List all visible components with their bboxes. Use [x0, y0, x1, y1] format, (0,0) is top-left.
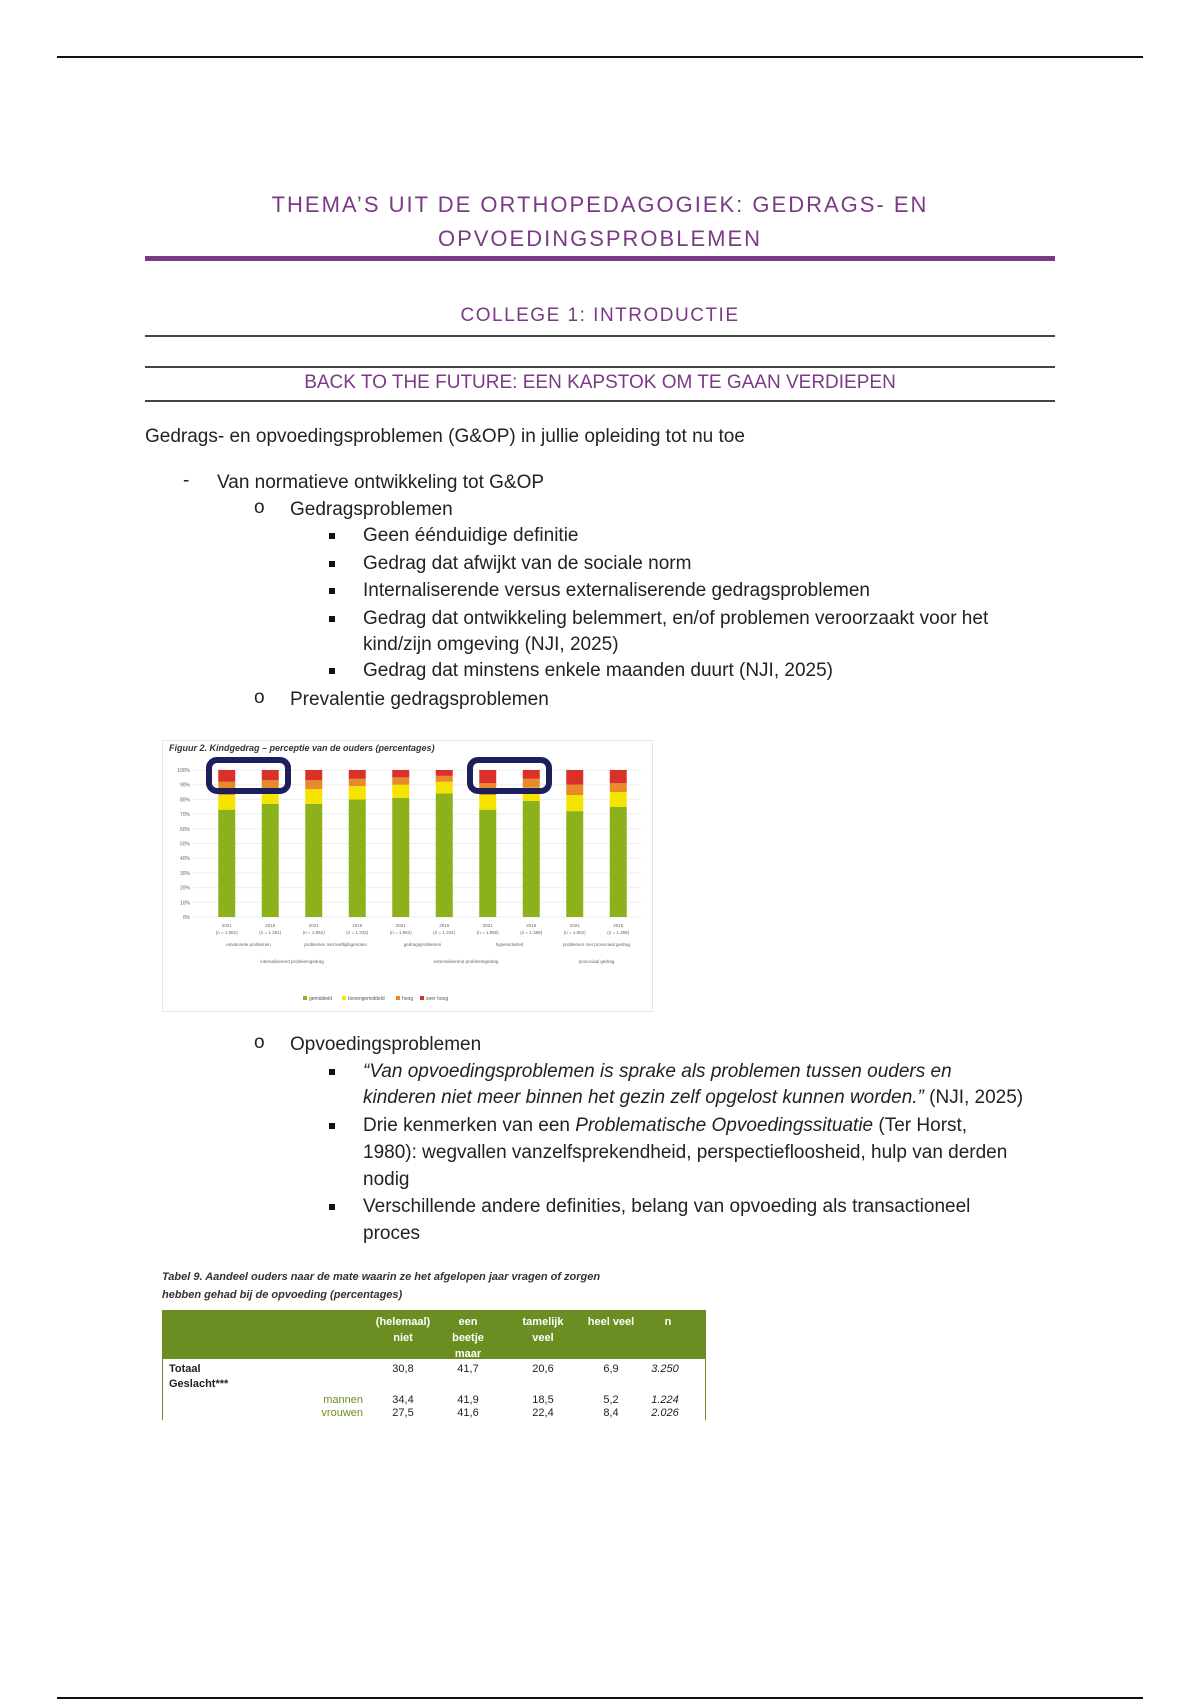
bar-segment-gemiddeld: [523, 801, 540, 917]
bar-segment-zeer-hoog: [610, 770, 627, 783]
table-cell: 8,4: [603, 1407, 619, 1419]
sub-opvoedingsproblemen: Opvoedingsproblemen: [290, 1034, 482, 1055]
x-supergroup-label: prosociaal gedrag: [578, 959, 615, 964]
y-tick-label: 80%: [179, 797, 190, 804]
x-tick-year: 2021: [482, 923, 493, 928]
section-rule-bottom: [145, 400, 1055, 402]
row-label-vrouwen: vrouwen: [321, 1407, 363, 1419]
square-bullet: [329, 1123, 335, 1129]
item-ontwikkeling-cont: kind/zijn omgeving (NJI, 2025): [363, 634, 619, 655]
dash-bullet: -: [183, 470, 190, 491]
circle-bullet: o: [254, 1032, 265, 1053]
table-cell: 20,6: [532, 1363, 554, 1375]
row-label-geslacht: Geslacht***: [169, 1378, 229, 1390]
table-cell: 41,7: [457, 1363, 479, 1375]
bar-segment-bovengemiddeld: [349, 786, 366, 799]
table-header-cell: een beetje maar: [452, 1316, 484, 1360]
circle-bullet: o: [254, 687, 265, 708]
y-tick-label: 90%: [179, 782, 190, 789]
verschillende-line-1: Verschillende andere definities, belang van opvoeding als transactioneel: [363, 1196, 971, 1217]
intro-paragraph: Gedrags- en opvoedingsproblemen (G&OP) in jullie opleiding tot nu toe: [145, 426, 745, 447]
bar-segment-bovengemiddeld: [479, 795, 496, 810]
item-definitie: Geen éénduidige definitie: [363, 525, 579, 546]
x-tick-n: (n = 1.863): [389, 930, 412, 935]
college-rule: [145, 335, 1055, 337]
x-tick-year: 2021: [395, 923, 406, 928]
drie-text-a: Drie kenmerken van een: [363, 1115, 576, 1136]
bar-segment-zeer-hoog: [349, 770, 366, 779]
bar-segment-gemiddeld: [262, 804, 279, 917]
bar-segment-zeer-hoog: [218, 770, 235, 782]
bar-segment-hoog: [305, 780, 322, 789]
bar-segment-gemiddeld: [610, 807, 627, 917]
y-tick-label: 50%: [179, 841, 190, 848]
bar-segment-bovengemiddeld: [610, 792, 627, 807]
x-tick-year: 2021: [569, 923, 580, 928]
table-caption: [162, 1268, 722, 1304]
bullet-normatieve: Van normatieve ontwikkeling tot G&OP: [217, 472, 545, 493]
x-tick-year: 2016: [526, 923, 537, 928]
x-tick-year: 2016: [265, 923, 276, 928]
table-cell: 41,6: [457, 1407, 479, 1419]
bar-segment-bovengemiddeld: [218, 795, 235, 810]
legend-swatch-zeer-hoog: [420, 996, 424, 1000]
y-tick-label: 10%: [179, 900, 190, 907]
square-bullet: [329, 1069, 335, 1075]
legend-label: zeer hoog: [426, 996, 449, 1002]
table-caption-line-2: hebben gehad bij de opvoeding (percentages): [162, 1289, 403, 1301]
item-maanden: Gedrag dat minstens enkele maanden duurt (NJI, 2025): [363, 660, 833, 681]
y-tick-label: 60%: [179, 826, 190, 833]
square-bullet: [329, 588, 335, 594]
page-top-rule: [57, 56, 1143, 58]
drie-text-b: (Ter Horst,: [873, 1115, 968, 1136]
x-group-label: problemen met prosociaal gedrag: [562, 942, 631, 947]
page-title: [145, 188, 1055, 256]
legend-label: gemiddeld: [309, 996, 333, 1002]
table-header-cell: tamelijk veel: [522, 1316, 564, 1344]
x-tick-n: (n = 1.862): [302, 930, 325, 935]
bar-segment-gemiddeld: [566, 811, 583, 917]
table-cell: 22,4: [532, 1407, 554, 1419]
drie-kenmerken-line-3: nodig: [363, 1169, 410, 1190]
section-heading: BACK TO THE FUTURE: EEN KAPSTOK OM TE GAAN VERDIEPEN: [304, 372, 896, 393]
table-cell: 34,4: [392, 1394, 414, 1406]
bar-segment-gemiddeld: [305, 804, 322, 917]
circle-bullet: o: [254, 497, 265, 518]
item-sociale-norm: Gedrag dat afwijkt van de sociale norm: [363, 553, 692, 574]
table-header-cell: n: [664, 1316, 672, 1328]
bar-segment-gemiddeld: [218, 810, 235, 917]
bar-segment-bovengemiddeld: [305, 789, 322, 804]
x-tick-n: (n = 1.334): [433, 930, 456, 935]
title-line-2: OPVOEDINGSPROBLEMEN: [437, 226, 763, 251]
table-cell: 2.026: [651, 1407, 679, 1419]
table-cell: 3.250: [651, 1363, 679, 1375]
table-cell: 41,9: [457, 1394, 479, 1406]
legend-label: bovengemiddeld: [348, 996, 385, 1002]
bar-segment-zeer-hoog: [305, 770, 322, 780]
x-group-label: emotionele problemen: [226, 942, 271, 947]
row-label-totaal: Totaal: [169, 1363, 201, 1375]
bar-segment-gemiddeld: [436, 794, 453, 917]
item-internaliserend: Internaliserende versus externaliserende gedragsproblemen: [363, 580, 870, 601]
legend-swatch-bovengemiddeld: [342, 996, 346, 1000]
sub-prevalentie: Prevalentie gedragsproblemen: [290, 689, 549, 710]
bar-segment-bovengemiddeld: [392, 785, 409, 798]
x-tick-n: (n = 1.389): [520, 930, 543, 935]
bar-segment-hoog: [349, 779, 366, 786]
x-tick-n: (n = 1.862): [563, 930, 586, 935]
quote-line-2: [363, 1085, 1023, 1111]
bar-segment-zeer-hoog: [566, 770, 583, 785]
x-group-label: hyperactiviteit: [495, 942, 524, 947]
x-tick-n: (n = 1.862): [215, 930, 238, 935]
x-group-label: gedragsproblemen: [403, 942, 442, 947]
bar-segment-zeer-hoog: [523, 770, 540, 779]
square-bullet: [329, 668, 335, 674]
x-tick-year: 2021: [308, 923, 319, 928]
bar-segment-bovengemiddeld: [566, 795, 583, 811]
bar-segment-hoog: [436, 776, 453, 782]
drie-text-italic: Problematische Opvoedingssituatie: [575, 1115, 874, 1136]
legend-swatch-hoog: [396, 996, 400, 1000]
college-heading: COLLEGE 1: INTRODUCTIE: [460, 305, 740, 326]
y-tick-label: 30%: [179, 870, 190, 877]
square-bullet: [329, 1204, 335, 1210]
x-tick-year: 2021: [221, 923, 232, 928]
bar-segment-gemiddeld: [392, 798, 409, 917]
table-header-cell: heel veel: [587, 1316, 635, 1328]
x-supergroup-label: externaliserend probleemgedrag: [433, 959, 499, 964]
bar-segment-zeer-hoog: [262, 770, 279, 780]
table-cell: 5,2: [603, 1394, 619, 1406]
sub-gedragsproblemen: Gedragsproblemen: [290, 499, 453, 520]
legend-swatch-gemiddeld: [303, 996, 307, 1000]
table-cell: 27,5: [392, 1407, 414, 1419]
y-tick-label: 0%: [182, 915, 190, 921]
page-bottom-rule: [57, 1697, 1143, 1699]
figure-caption: Figuur 2. Kindgedrag – perceptie van de ouders (percentages): [169, 743, 435, 753]
square-bullet: [329, 533, 335, 539]
table-header-cell: (helemaal) niet: [375, 1316, 431, 1344]
x-tick-year: 2016: [439, 923, 450, 928]
quote-reference: (NJI, 2025): [929, 1087, 1024, 1108]
table-cell: 1.224: [651, 1394, 679, 1406]
quote-line-2-text: kinderen niet meer binnen het gezin zelf opgelost kunnen worden.”: [363, 1087, 924, 1108]
table-cell: 30,8: [392, 1363, 414, 1375]
table-caption-line-1: Tabel 9. Aandeel ouders naar de mate waarin ze het afgelopen jaar vragen of zorgen: [162, 1271, 601, 1283]
section-rule-top: [145, 366, 1055, 368]
x-tick-n: (n = 1.351): [259, 930, 282, 935]
title-line-1: THEMA’S UIT DE ORTHOPEDAGOGIEK: GEDRAGS- EN: [271, 192, 929, 217]
x-tick-year: 2016: [352, 923, 363, 928]
bar-segment-gemiddeld: [349, 799, 366, 917]
legend-label: hoog: [402, 996, 414, 1002]
bar-segment-hoog: [610, 783, 627, 792]
y-tick-label: 70%: [179, 812, 190, 819]
drie-kenmerken-line-1: [363, 1113, 967, 1139]
bar-segment-hoog: [566, 785, 583, 795]
x-tick-year: 2016: [613, 923, 624, 928]
bar-segment-zeer-hoog: [479, 770, 496, 783]
y-tick-label: 100%: [177, 768, 190, 774]
table-cell: 6,9: [603, 1363, 619, 1375]
bar-segment-bovengemiddeld: [436, 782, 453, 794]
square-bullet: [329, 561, 335, 567]
bar-segment-hoog: [523, 779, 540, 788]
bar-segment-gemiddeld: [479, 810, 496, 917]
table-cell: 18,5: [532, 1394, 554, 1406]
table-opvoeding: [162, 1310, 706, 1420]
x-tick-n: (n = 1.398): [607, 930, 630, 935]
quote-line-1: “Van opvoedingsproblemen is sprake als problemen tussen ouders en: [363, 1061, 952, 1082]
x-tick-n: (n = 1.859): [476, 930, 499, 935]
x-supergroup-label: internaliserend probleemgedrag: [260, 959, 324, 964]
bar-segment-zeer-hoog: [436, 770, 453, 776]
square-bullet: [329, 616, 335, 622]
verschillende-line-2: proces: [363, 1223, 421, 1244]
bar-segment-hoog: [392, 777, 409, 784]
y-tick-label: 40%: [179, 856, 190, 863]
title-underline: [145, 256, 1055, 261]
stacked-bar-chart: [163, 741, 652, 1011]
x-tick-n: (n = 1.333): [346, 930, 369, 935]
drie-kenmerken-line-2: 1980): wegvallen vanzelfsprekendheid, perspectiefloosheid, hulp van derden: [363, 1142, 1008, 1163]
bar-segment-zeer-hoog: [392, 770, 409, 777]
row-label-mannen: mannen: [323, 1394, 363, 1406]
figure-kindgedrag: [162, 740, 653, 1012]
item-ontwikkeling: Gedrag dat ontwikkeling belemmert, en/of problemen veroorzaakt voor het: [363, 608, 989, 629]
y-tick-label: 20%: [179, 885, 190, 892]
x-group-label: problemen met leeftijdsgenoten: [304, 942, 367, 947]
